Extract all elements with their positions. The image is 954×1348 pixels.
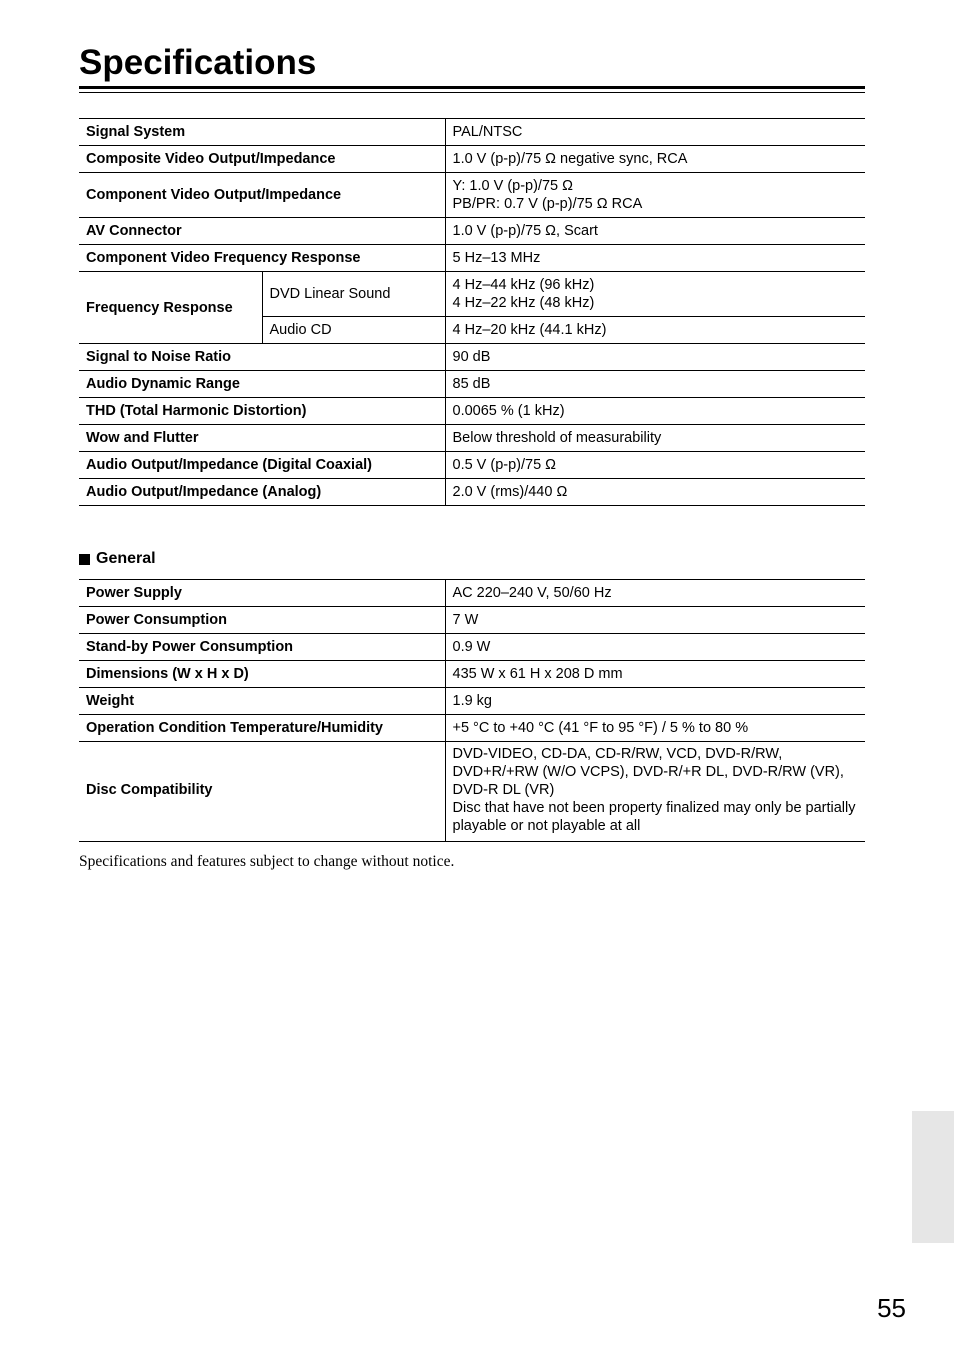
- spec-value: 1.9 kg: [445, 688, 865, 715]
- general-spec-table: [79, 579, 865, 842]
- spec-value-line: DVD+R/+RW (W/O VCPS), DVD-R/+R DL, DVD-R/RW (VR),: [452, 764, 844, 780]
- footnote: Specifications and features subject to change without notice.: [79, 853, 455, 870]
- table-row: [79, 425, 865, 452]
- spec-sublabel: Audio CD: [262, 317, 445, 344]
- table-row: [79, 479, 865, 506]
- square-bullet-icon: [79, 554, 90, 565]
- spec-value: 0.5 V (p-p)/75 Ω: [445, 452, 865, 479]
- spec-label: Weight: [79, 688, 445, 715]
- spec-label: Wow and Flutter: [79, 425, 445, 452]
- spec-label: Audio Dynamic Range: [79, 371, 445, 398]
- spec-label: Audio Output/Impedance (Digital Coaxial): [79, 452, 445, 479]
- table-row: [79, 398, 865, 425]
- spec-label: Dimensions (W x H x D): [79, 661, 445, 688]
- spec-label: THD (Total Harmonic Distortion): [79, 398, 445, 425]
- spec-label: Frequency Response: [79, 272, 262, 344]
- spec-value: 0.9 W: [445, 634, 865, 661]
- spec-value: 5 Hz–13 MHz: [445, 245, 865, 272]
- spec-label: AV Connector: [79, 218, 445, 245]
- audio-video-spec-table: [79, 118, 865, 506]
- thumb-index-tab: [912, 1111, 954, 1243]
- spec-label: Disc Compatibility: [79, 742, 445, 842]
- spec-value: [445, 272, 865, 317]
- table-row: [79, 173, 865, 218]
- spec-label: Composite Video Output/Impedance: [79, 146, 445, 173]
- spec-label: Component Video Frequency Response: [79, 245, 445, 272]
- table-row: [79, 272, 865, 317]
- spec-value: 90 dB: [445, 344, 865, 371]
- table-row: [79, 452, 865, 479]
- table-row: [79, 218, 865, 245]
- spec-value-line: Disc that have not been property finalized may only be partially: [452, 800, 856, 816]
- table-row: [79, 580, 865, 607]
- spec-value: [445, 173, 865, 218]
- spec-value: 7 W: [445, 607, 865, 634]
- spec-value: 0.0065 % (1 kHz): [445, 398, 865, 425]
- table-row: [79, 119, 865, 146]
- table-row: [79, 245, 865, 272]
- table-row: [79, 688, 865, 715]
- spec-value-line: DVD-VIDEO, CD-DA, CD-R/RW, VCD, DVD-R/RW,: [452, 746, 783, 762]
- spec-value-line: PB/PR: 0.7 V (p-p)/75 Ω RCA: [452, 196, 643, 212]
- page-title: Specifications: [79, 43, 317, 82]
- spec-label: Power Consumption: [79, 607, 445, 634]
- table-row: [79, 661, 865, 688]
- spec-value: 2.0 V (rms)/440 Ω: [445, 479, 865, 506]
- spec-label: Signal to Noise Ratio: [79, 344, 445, 371]
- spec-label: Power Supply: [79, 580, 445, 607]
- title-rule-thin: [79, 92, 865, 93]
- table-row: [79, 371, 865, 398]
- spec-value: 435 W x 61 H x 208 D mm: [445, 661, 865, 688]
- spec-value-line: DVD-R DL (VR): [452, 782, 555, 798]
- spec-label: Component Video Output/Impedance: [79, 173, 445, 218]
- spec-value-line: Y: 1.0 V (p-p)/75 Ω: [452, 178, 573, 194]
- spec-label: Audio Output/Impedance (Analog): [79, 479, 445, 506]
- spec-value-line: 4 Hz–22 kHz (48 kHz): [452, 295, 595, 311]
- spec-sublabel: DVD Linear Sound: [262, 272, 445, 317]
- spec-value: PAL/NTSC: [445, 119, 865, 146]
- page-number: 55: [877, 1293, 906, 1323]
- section-heading-general: [79, 549, 156, 569]
- spec-value: 1.0 V (p-p)/75 Ω, Scart: [445, 218, 865, 245]
- title-rule-thick: [79, 86, 865, 89]
- spec-value: +5 °C to +40 °C (41 °F to 95 °F) / 5 % to 80 %: [445, 715, 865, 742]
- table-row: [79, 607, 865, 634]
- spec-label: Stand-by Power Consumption: [79, 634, 445, 661]
- spec-value: 85 dB: [445, 371, 865, 398]
- table-row: [79, 344, 865, 371]
- table-row: [79, 146, 865, 173]
- spec-value: 1.0 V (p-p)/75 Ω negative sync, RCA: [445, 146, 865, 173]
- table-row: [79, 634, 865, 661]
- spec-value: AC 220–240 V, 50/60 Hz: [445, 580, 865, 607]
- section-heading-text: General: [96, 550, 156, 567]
- spec-label: Operation Condition Temperature/Humidity: [79, 715, 445, 742]
- spec-value: 4 Hz–20 kHz (44.1 kHz): [445, 317, 865, 344]
- spec-label: Signal System: [79, 119, 445, 146]
- table-row: [79, 742, 865, 842]
- spec-value: Below threshold of measurability: [445, 425, 865, 452]
- spec-value-line: playable or not playable at all: [452, 818, 641, 834]
- table-row: [79, 715, 865, 742]
- spec-value: [445, 742, 865, 842]
- spec-value-line: 4 Hz–44 kHz (96 kHz): [452, 277, 595, 293]
